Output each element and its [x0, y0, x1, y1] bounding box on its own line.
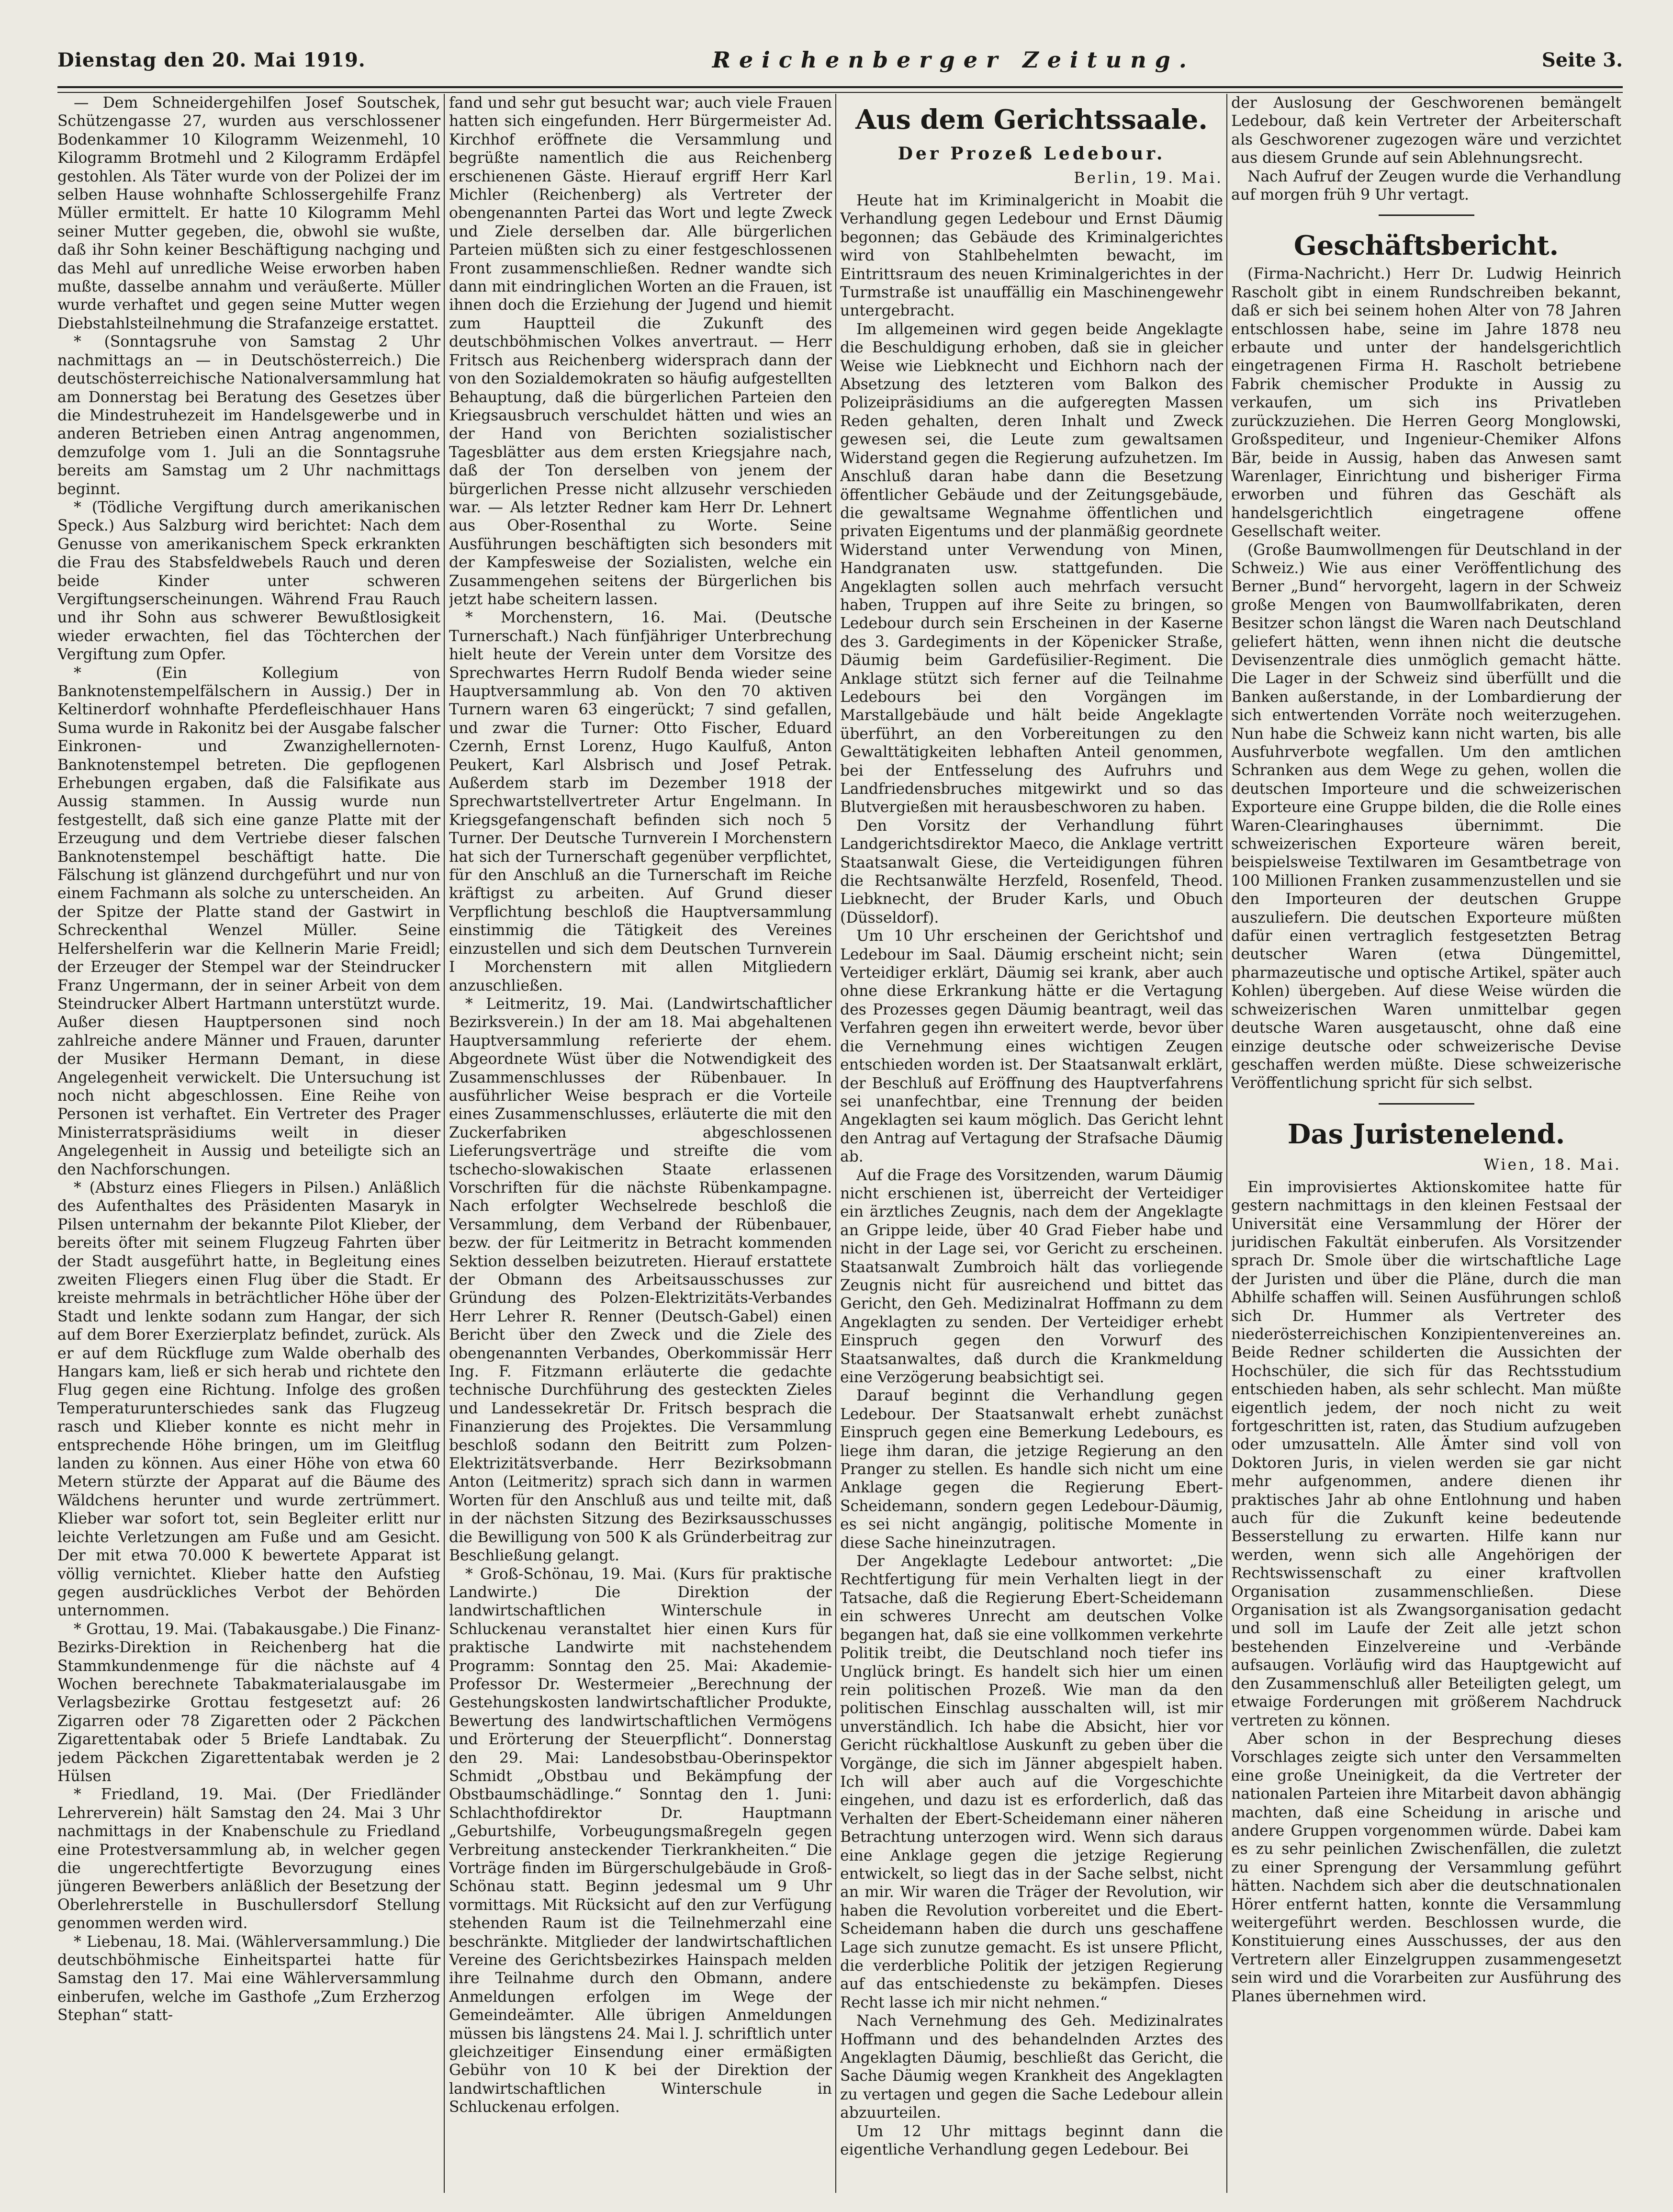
article-paragraph: der Auslosung der Geschworenen bemängelt Ledebour, daß kein Vertreter der Arbeiterschaft als Geschworener zugezogen wäre und verzichtet aus diesem Grunde auf sein Ablehnungsrecht. [1231, 94, 1621, 167]
dateline: Berlin, 19. Mai. [1074, 169, 1223, 187]
section-divider [1379, 214, 1474, 216]
section-heading-court: Aus dem Gerichtssaale. [855, 104, 1208, 135]
article-paragraph: Nach Vernehmung des Geh. Medizinalrates Hoffmann und des behandelnden Arztes des Angeklagten Däumig, beschließt das Gericht, die Sache Däumig wegen Krankheit des Angeklagten zu vertagen und gegen die Sache Ledebour allein abzuurteilen. [840, 2012, 1223, 2122]
issue-date: Dienstag den 20. Mai 1919. [57, 48, 366, 71]
story-heading-juristen: Das Juristenelend. [1287, 1118, 1565, 1150]
masthead [57, 34, 1623, 86]
news-item: fand und sehr gut besucht war; auch viele Frauen hatten sich eingefunden. Herr Bürgermeister Ad. Kirchhof eröffnete die Versammlung und begrüßte namentlich die aus Reichenberg erschienenen Gäste. Hierauf ergriff Herr Karl Michler (Reichenberg) als Vertreter der obengenannten Partei das Wort und legte Zweck und Ziele derselben dar. Alle bürgerlichen Parteien müßten sich zu einer festgeschlossenen Front zusammenschließen. Redner wandte sich dann mit eindringlichen Worten an die Frauen, ist ihnen doch die Erziehung der Jugend und hiemit zum Hauptteil die Zukunft des deutschböhmischen Volkes anvertraut. — Herr Fritsch aus Reichenberg widersprach dann der von den Sozialdemokraten so häufig aufgestellten Behauptung, daß die bürgerlichen Parteien den Kriegsausbruch verschuldet hätten und wies an der Hand von Berichten sozialistischer Tagesblätter aus dem ersten Kriegsjahre nach, daß der Ton derselben von jenem der bürgerlichen Presse nicht allzusehr verschieden war. — Als letzter Redner kam Herr Dr. Lehnert aus Ober-Rosenthal zu Worte. Seine Ausführungen beschäftigten sich besonders mit der Kampfesweise der Sozialisten, welche ein Zusammengehen seitens der Bürgerlichen bis jetzt habe scheitern lassen. [449, 94, 832, 608]
news-item: * Friedland, 19. Mai. (Der Friedländer Lehrerverein) hält Samstag den 24. Mai 3 Uhr nachmittags in der Knabenschule zu Friedland eine Protestversammlung ab, in welcher gegen die ungerechtfertigte Bevorzugung eines jüngeren Bewerbers anläßlich der Besetzung der Oberlehrerstelle in Buschullersdorf Stellung genommen werden wird. [57, 1786, 440, 1932]
column-2 [449, 94, 832, 2193]
column-3 [840, 94, 1223, 2193]
news-item: * Groß-Schönau, 19. Mai. (Kurs für praktische Landwirte.) Die Direktion der landwirtschaftlichen Winterschule in Schluckenau veranstaltet hier einen Kurs für praktische Landwirte mit nachstehendem Programm: Sonntag den 25. Mai: Akademie-Professor Dr. Westermeier „Berechnung der Gestehungskosten landwirtschaftlicher Produkte, Bewertung des landwirtschaftlichen Vermögens und Erörterung der Steuerpflicht“. Donnerstag den 29. Mai: Landesobstbau-Oberinspektor Schmidt „Obstbau und Bekämpfung der Obstbaumschädlinge.“ Sonntag den 1. Juni: Schlachthofdirektor Dr. Hauptmann „Geburtshilfe, Vorbeugungsmaßregeln gegen Verbreitung ansteckender Tierkrankheiten.“ Die Vorträge finden im Bürgerschulgebäude in Groß-Schönau statt. Beginn jedesmal um 9 Uhr vormittags. Mit Rücksicht auf den zur Verfügung stehenden Raum ist die Teilnehmerzahl eine beschränkte. Mitglieder der landwirtschaftlichen Vereine des Gerichtsbezirkes Hainspach melden ihre Teilnahme durch den Obmann, andere Anmeldungen erfolgen im Wege der Gemeindeämter. Alle übrigen Anmeldungen müssen bis längstens 24. Mai l. J. schriftlich unter gleichzeitiger Einsendung einer ermäßigten Gebühr von 10 K bei der Direktion der landwirtschaftlichen Winterschule in Schluckenau erfolgen. [449, 1565, 832, 2116]
article-paragraph: Heute hat im Kriminalgericht in Moabit die Verhandlung gegen Ledebour und Ernst Däumig begonnen; das Gebäude des Kriminalgerichtes wird von Stahlbehelmten bewacht, im Eintrittsraum des neuen Kriminalgerichtes in der Turmstraße ist unauffällig ein Maschinengewehr untergebracht. [840, 192, 1223, 320]
news-item: * (Ein Kollegium von Banknotenstempelfälschern in Aussig.) Der in Keltinerdorf wohnhafte Pferdefleischhauer Hans Suma wurde in Rakonitz bei der Ausgabe falscher Einkronen- und Zwanzighellernoten-Banknotenstempel betreten. Die gepflogenen Erhebungen ergaben, daß die Falsifikate aus Aussig stammen. In Aussig wurde nun festgestellt, daß sich eine ganze Platte mit der Erzeugung und dem Vertriebe dieser falschen Banknotenstempel beschäftigt hatte. Die Fälschung ist glänzend durchgeführt und nur von einem Fachmann als solche zu unterscheiden. An der Spitze der Platte stand der Gastwirt in Schreckenthal Wenzel Müller. Seine Helfershelferin war die Kellnerin Marie Freidl; der Erzeuger der Stempel war der Steindrucker Franz Ungermann, der in seiner Arbeit von dem Steindrucker Albert Hartmann unterstützt wurde. Außer diesen Hauptpersonen sind noch zahlreiche andere Männer und Frauen, darunter der Musiker Hermann Demant, in diese Angelegenheit verwickelt. Die Untersuchung ist noch nicht abgeschlossen. Eine Reihe von Personen ist verhaftet. Ein Vertreter des Prager Ministerratspräsidiums weilt in dieser Angelegenheit in Aussig und beteiligte sich an den Nachforschungen. [57, 664, 440, 1178]
news-item: * (Tödliche Vergiftung durch amerikanischen Speck.) Aus Salzburg wird berichtet: Nach dem Genusse von amerikanischem Speck erkrankten die Frau des Stabsfeldwebels Rauch und deren beide Kinder unter schweren Vergiftungserscheinungen. Während Frau Rauch und ihr Sohn aus schwerer Bewußtlosigkeit wieder erwachten, fiel das Töchterchen der Vergiftung zum Opfer. [57, 498, 440, 664]
news-item: * (Sonntagsruhe von Samstag 2 Uhr nachmittags an — in Deutschösterreich.) Die deutschösterreichische Nationalversammlung hat am Donnerstag bei Beratung des Gesetzes über die Mindestruhezeit im Handelsgewerbe und in anderen Betrieben einen Antrag angenommen, demzufolge vom 1. Juli an die Sonntagsruhe bereits am Samstag um 2 Uhr nachmittags beginnt. [57, 333, 440, 498]
article-paragraph: Nach Aufruf der Zeugen wurde die Verhandlung auf morgen früh 9 Uhr vertagt. [1231, 168, 1621, 204]
news-item: * (Absturz eines Fliegers in Pilsen.) Anläßlich des Aufenthaltes des Präsidenten Masaryk in Pilsen unternahm der bekannte Pilot Klieber, der bereits öfter mit seinem Flugzeug Fahrten über der Stadt ausgeführt hatte, in Begleitung eines zweiten Fliegers einen Flug über die Stadt. Er kreiste mehrmals in beträchtlicher Höhe über der Stadt und lenkte sodann zum Hangar, der sich auf dem Borer Exerzierplatz befindet, zurück. Als er auf dem Rückfluge zum Walde oberhalb des Hangars kam, ließ er sich herab und richtete den Flug gegen eine Richtung. Infolge des großen Temperaturunterschiedes sank das Flugzeug rasch und Klieber konnte es nicht mehr in entsprechende Höhe bringen, um im Gleitflug landen zu können. Aus einer Höhe von etwa 60 Metern stürzte der Apparat auf die Bäume des Wäldchens herunter und wurde zertrümmert. Klieber war sofort tot, sein Begleiter erlitt nur leichte Verletzungen am Fuße und am Gesicht. Der mit etwa 70.000 K bewertete Apparat ist völlig vernichtet. Klieber hatte den Aufstieg gegen ausdrückliches Verbot der Behörden unternommen. [57, 1179, 440, 1620]
news-item: * Grottau, 19. Mai. (Tabakausgabe.) Die Finanz-Bezirks-Direktion in Reichenberg hat die Stammkundenmenge für die nächste auf 4 Wochen berechnete Tabakmaterialausgabe im Verlagsbezirke Grottau festgesetzt auf: 26 Zigarren oder 78 Zigaretten oder 2 Päckchen Zigarettentabak oder 5 Briefe Landtabak. Zu jedem Päckchen Zigarettentabak werden je 2 Hülsen [57, 1620, 440, 1785]
section-heading-business: Geschäftsbericht. [1293, 230, 1559, 262]
article-paragraph: Ein improvisiertes Aktionskomitee hatte für gestern nachmittags in den kleinen Festsaal der Universität eine Versammlung der Hörer der juridischen Fakultät einberufen. Als Vorsitzender sprach Dr. Smole über die wirtschaftliche Lage der Juristen und über die Pläne, durch die man Abhilfe schaffen will. Seinen Ausführungen schloß sich Dr. Hummer als Vertreter des niederösterreichischen Konzipientenvereines an. Beide Redner schilderten die Aussichten der Hochschüler, die sich für das Rechtsstudium entschieden haben, als sehr schlecht. Man müßte eigentlich jedem, der noch nicht zu weit fortgeschritten ist, raten, das Studium aufzugeben oder umzusatteln. Alle Ämter sind voll von Doktoren Juris, in vielen werden sie gar nicht mehr aufgenommen, andere dienen ihr praktisches Jahr ab ohne Entlohnung und haben auch für die Zukunft keine bedeutende Besserstellung zu erwarten. Hilfe kann nur werden, wenn sich alle Angehörigen der Rechtswissenschaft zu einer kraftvollen Organisation zusammenschließen. Diese Organisation ist als Zwangsorganisation gedacht und soll im Laufe der Zeit alle jetzt schon bestehenden Einzelvereine und -Verbände aufsaugen. Vorläufig wird das Hauptgewicht auf den Zusammenschluß aller Beteiligten gelegt, um etwaige Forderungen mit größerem Nachdruck vertreten zu können. [1231, 1178, 1621, 1729]
article-paragraph: Aber schon in der Besprechung dieses Vorschlages zeigte sich unter den Versammelten eine große Uneinigkeit, da die Vertreter der nationalen Parteien ihre Mitarbeit davon abhängig machten, daß eine Scheidung in arische und andere Gruppen vorgenommen würde. Dabei kam es zu sehr peinlichen Zwischenfällen, die zuletzt zu einer Sprengung der Versammlung geführt hätten. Nachdem sich aber die deutschnationalen Hörer entfernt hatten, konnte die Versammlung weitergeführt werden. Beschlossen wurde, die Konstituierung eines Ausschusses, der aus den Vertretern aller Einzelgruppen zusammengesetzt sein wird und die Vorarbeiten zur Ausführung des Planes übernehmen wird. [1231, 1730, 1621, 2005]
column-1 [57, 94, 440, 2193]
news-item: * Morchenstern, 16. Mai. (Deutsche Turnerschaft.) Nach fünfjähriger Unterbrechung hielt heute der Verein unter dem Vorsitze des Sprechwartes Herrn Rudolf Benda wieder seine Hauptversammlung ab. Von den 70 aktiven Turnern waren 63 eingerückt; 7 sind gefallen, und zwar die Turner: Otto Fischer, Eduard Czernh, Ernst Lorenz, Hugo Kaulfuß, Anton Peukert, Karl Alsbrisch und Josef Petrak. Außerdem starb im Dezember 1918 der Sprechwartstellvertreter Artur Engelmann. In Kriegsgefangenschaft befinden sich noch 5 Turner. Der Deutsche Turnverein I Morchenstern hat sich der Turnerschaft gegenüber verpflichtet, für den Anschluß an die Turnerschaft im Reiche kräftigst zu arbeiten. Auf Grund dieser Verpflichtung beschloß die Hauptversammlung einstimmig die Tätigkeit des Vereines einzustellen und sich dem Deutschen Turnverein I Morchenstern mit allen Mitgliedern anzuschließen. [449, 609, 832, 994]
business-item: (Firma-Nachricht.) Herr Dr. Ludwig Heinrich Rascholt gibt in einem Rundschreiben bekannt, daß er sich bei seinem hohen Alter von 78 Jahren entschlossen habe, seine im Jahre 1878 neu erbaute und unter der handelsgerichtlich eingetragenen Firma H. Rascholt betriebene Fabrik chemischer Produkte in Aussig zu verkaufen, um sich ins Privatleben zurückzuziehen. Die Herren Georg Monglowski, Großspediteur, und Ingenieur-Chemiker Alfons Bär, beide in Aussig, haben das Anwesen samt Warenlager, Einrichtung und bisheriger Firma erworben und führen das Geschäft als handelsgerichtlich eingetragene offene Gesellschaft weiter. [1231, 265, 1621, 541]
article-paragraph: Um 10 Uhr erscheinen der Gerichtshof und Ledebour im Saal. Däumig erscheint nicht; sein Verteidiger erklärt, Däumig sei krank, aber auch ohne diese Erkrankung hätte er die Vertagung des Prozesses gegen Däumig beantragt, weil das Verfahren gegen ihn erweitert werde, bevor über die Vernehmung eines wichtigen Zeugen entschieden worden ist. Der Staatsanwalt erklärt, der Beschluß auf Eröffnung des Hauptverfahrens sei unanfechtbar, eine Trennung der beiden Angeklagten sei kaum möglich. Das Gericht lehnt den Antrag auf Vertagung der Strafsache Däumig ab. [840, 927, 1223, 1166]
header-rule [57, 86, 1623, 93]
news-item: — Dem Schneidergehilfen Josef Soutschek, Schützengasse 27, wurden aus verschlossener Bodenkammer 10 Kilogramm Weizenmehl, 10 Kilogramm Brotmehl und 2 Kilogramm Erdäpfel gestohlen. Als Täter wurde von der Polizei der im selben Hause wohnhafte Schlossergehilfe Franz Müller ermittelt. Er hatte 10 Kilogramm Mehl seiner Mutter gegeben, die, obwohl sie wußte, daß ihr Sohn keiner Beschäftigung nachging und das Mehl auf unredliche Weise erworben haben mußte, dasselbe annahm und veräußerte. Müller wurde verhaftet und gegen seine Mutter wegen Diebstahlsteilnehmung die Strafanzeige erstattet. [57, 94, 440, 332]
column-rule [444, 94, 445, 2193]
news-item: * Liebenau, 18. Mai. (Wählerversammlung.) Die deutschböhmische Einheitspartei hatte für Samstag den 17. Mai eine Wählerversammlung einberufen, welche im Gasthofe „Zum Erzherzog Stephan“ statt- [57, 1933, 440, 2024]
newspaper-title: Reichenberger Zeitung. [712, 47, 1195, 73]
article-paragraph: Um 12 Uhr mittags beginnt dann die eigentliche Verhandlung gegen Ledebour. Bei [840, 2122, 1223, 2159]
column-4 [1231, 94, 1621, 2193]
page-number: Seite 3. [1541, 48, 1623, 71]
column-rule [1226, 94, 1227, 2193]
news-item: * Leitmeritz, 19. Mai. (Landwirtschaftlicher Bezirksverein.) In der am 18. Mai abgehaltenen Hauptversammlung referierte der ehem. Abgeordnete Wüst über die Notwendigkeit des Zusammenschlusses der Rübenbauer. In ausführlicher Weise besprach er die Vorteile eines Zusammenschlusses, erläuterte die mit den Zuckerfabriken abgeschlossenen Lieferungsverträge und streifte die vom tschecho-slowakischen Staate erlassenen Vorschriften für die nächste Rübenkampagne. Nach erfolgter Wechselrede beschloß die Versammlung, dem Verband der Rübenbauer, bezw. der für Leitmeritz in Betracht kommenden Sektion desselben beizutreten. Hierauf erstattete der Obmann des Arbeitsausschusses zur Gründung des Polzen-Elektrizitäts-Verbandes Herr Lehrer R. Renner (Deutsch-Gabel) einen Bericht über den Zweck und die Ziele des obengenannten Verbandes, Oberkommissär Herr Ing. F. Fitzmann erläuterte die gedachte technische Durchführung des gesteckten Zieles und Landessekretär Dr. Fritsch besprach die Finanzierung des Projektes. Die Versammlung beschloß sodann den Beitritt zum Polzen-Elektrizitätsverbande. Herr Bezirksobmann Anton (Leitmeritz) sprach sich dann in warmen Worten für den Anschluß aus und teilte mit, daß in der nächsten Sitzung des Bezirksausschusses die Bewilligung von 500 K als Gründerbeitrag zur Beschließung gelangt. [449, 995, 832, 1565]
column-rule [835, 94, 836, 2193]
article-paragraph: Den Vorsitz der Verhandlung führt Landgerichtsdirektor Maeco, die Anklage vertritt Staatsanwalt Giese, die Verteidigungen führen die Rechtsanwälte Herzfeld, Rosenfeld, Theod. Liebknecht, der Bruder Karls, und Obuch (Düsseldorf). [840, 817, 1223, 926]
article-paragraph: Auf die Frage des Vorsitzenden, warum Däumig nicht erschienen ist, überreicht der Verteidiger ein ärztliches Zeugnis, nach dem der Angeklagte an Grippe leide, über 40 Grad Fieber habe und nicht in der Lage sei, vor Gericht zu erscheinen. Staatsanwalt Zumbroich hält das vorliegende Zeugnis nicht für ausreichend und bittet das Gericht, den Geh. Medizinalrat Hoffmann zu dem Angeklagten zu senden. Der Verteidiger erhebt Einspruch gegen den Vorwurf des Staatsanwaltes, daß durch die Krankmeldung eine Verzögerung beabsichtigt sei. [840, 1166, 1223, 1386]
article-paragraph: Darauf beginnt die Verhandlung gegen Ledebour. Der Staatsanwalt erhebt zunächst Einspruch gegen eine Bemerkung Ledebours, es liege ihm daran, die jetzige Regierung an den Pranger zu stellen. Es handle sich nicht um eine Anklage gegen die Regierung Ebert-Scheidemann, sondern gegen Ledebour-Däumig, es sei nicht angängig, politische Momente in diese Sache hineinzutragen. [840, 1387, 1223, 1552]
story-heading-ledebour: Der Prozeß Ledebour. [898, 144, 1166, 164]
dateline: Wien, 18. Mai. [1483, 1156, 1621, 1174]
business-item: (Große Baumwollmengen für Deutschland in der Schweiz.) Wie aus einer Veröffentlichung des Berner „Bund“ hervorgeht, lagern in der Schweiz große Mengen von Baumwollfabrikaten, deren Besitzer schon längst die Waren nach Deutschland geliefert hätten, wenn ihnen nicht die deutsche Devisenzentrale dies unmöglich gemacht hätte. Die Lager in der Schweiz sind überfüllt und die Banken außerstande, in der Lombardierung der sich entwertenden Vorräte noch weiterzugehen. Nun habe die Schweiz kann nicht warten, bis alle Ausfuhrverbote wegfallen. Um den amtlichen Schranken aus dem Wege zu gehen, wollen die deutschen Importeure und die schweizerischen Exporteure eine Gruppe bilden, die die Rolle eines Waren-Clearinghauses übernimmt. Die schweizerischen Exporteure wären bereit, beispielsweise Textilwaren im Gesamtbetrage von 100 Millionen Franken zusammenzustellen und sie den Importeuren der deutschen Gruppe auszuliefern. Die deutschen Exporteure müßten dafür einen vertraglich festgesetzten Betrag deutscher Waren (etwa Düngemittel, pharmazeutische und optische Artikel, später auch Kohlen) übergeben. Auf diese Weise würden die schweizerischen Waren unmittelbar gegen deutsche Waren ausgetauscht, ohne daß eine einzige deutsche oder schweizerische Devise geschaffen werden müßte. Diese schweizerische Veröffentlichung spricht für sich selbst. [1231, 541, 1621, 1092]
article-paragraph: Im allgemeinen wird gegen beide Angeklagte die Beschuldigung erhoben, daß sie in gleicher Weise wie Liebknecht und Eichhorn nach der Absetzung des letzteren vom Balkon des Polizeipräsidiums an die aufgeregten Massen Reden gehalten, deren Inhalt und Zweck gewesen sei, die Leute zum gewaltsamen Widerstand gegen die Regierung aufzuhetzen. Im Anschluß daran habe dann die Besetzung öffentlicher Gebäude und der Zeitungsgebäude, die gewaltsame Wegnahme öffentlichen und privaten Eigentums und der planmäßig geordnete Widerstand unter Verwendung von Minen, Handgranaten usw. stattgefunden. Die Angeklagten sollen auch mehrfach versucht haben, Truppen auf ihre Seite zu bringen, so Ledebour durch sein Erscheinen in der Kaserne des 3. Gardegiments in der Köpenicker Straße, Däumig beim Gardefüsilier-Regiment. Die Anklage stützt sich ferner auf die Teilnahme Ledebours bei den Vorgängen im Marstallgebäude und hält beide Angeklagte überführt, an den Vorbereitungen zu den Gewalttätigkeiten lebhaften Anteil genommen, bei der Entfesselung des Aufruhrs und Landfriedensbruches mitgewirkt und so das Blutvergießen mit herausbeschworen zu haben. [840, 320, 1223, 816]
article-paragraph: Der Angeklagte Ledebour antwortet: „Die Rechtfertigung für mein Verhalten liegt in der Tatsache, daß die Regierung Ebert-Scheidemann ein schweres Unrecht am deutschen Volke begangen hat, daß sie eine vollkommen verkehrte Politik treibt, die Deutschland noch tiefer ins Unglück bringt. Es handelt sich hier um einen rein politischen Prozeß. Wie man da den politischen Einschlag ausschalten will, ist mir unverständlich. Ich habe die Absicht, hier vor Gericht rückhaltlose Auskunft zu geben über die Vorgänge, die sich im Jänner abgespielt haben. Ich will aber auch auf die Vorgeschichte eingehen, und dazu ist es erforderlich, daß das Verhalten der Ebert-Scheidemann einer näheren Betrachtung unterzogen wird. Wenn sich daraus eine Anklage gegen die jetzige Regierung entwickelt, so liegt das in der Sache selbst, nicht an mir. Wir waren die Träger der Revolution, wir haben die Revolution vorbereitet und die Ebert-Scheidemann haben die durch uns geschaffene Lage sich zunutze gemacht. Es ist unsere Pflicht, die verderbliche Politik der jetzigen Regierung auf das entschiedenste zu bekämpfen. Dieses Recht lasse ich mir nicht nehmen.“ [840, 1553, 1223, 2011]
section-divider [1379, 1103, 1474, 1105]
